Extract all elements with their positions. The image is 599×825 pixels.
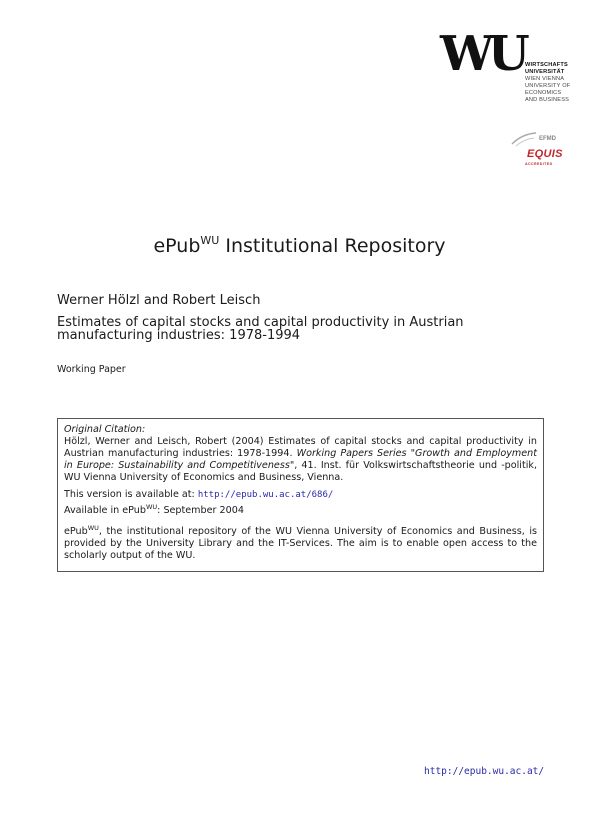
- wu-name-line: UNIVERSITY OF: [525, 83, 571, 89]
- repository-name-suffix: Institutional Repository: [219, 235, 446, 257]
- citation-text-part2: , 41. Inst. für Volkswirtschaftstheorie und -politik, WU Vienna University of Economics and Business, Vienna.: [64, 460, 537, 483]
- citation-heading: Original Citation:: [64, 424, 146, 435]
- wu-logo-letters: WU: [440, 26, 524, 82]
- paper-type: Working Paper: [57, 364, 126, 375]
- equis-label: EQUIS: [527, 148, 563, 160]
- available-url-link[interactable]: http://epub.wu.ac.at/686/: [197, 490, 334, 500]
- repository-name-prefix: ePub: [153, 235, 201, 257]
- citation-text: [64, 436, 537, 484]
- citation-text-part1: Hölzl, Werner and Leisch, Robert (2004) Estimates of capital stocks and capital productivity in Austrian manufacturing industries: 1978-1994.: [64, 436, 537, 459]
- equis-logo: [508, 130, 570, 172]
- available-in-suffix: : September 2004: [157, 505, 244, 516]
- repository-title: [0, 234, 599, 257]
- citation-box: [57, 418, 544, 572]
- accredited-label: ACCREDITED: [525, 162, 553, 166]
- about-sup: WU: [87, 524, 99, 532]
- wu-logo: [440, 26, 575, 105]
- about-suffix: , the institutional repository of the WU Vienna University of Economics and Business, is provided by the University Library and the IT-Services. The aim is to enable open access to the scholarly output of the WU.: [64, 526, 537, 561]
- available-in-prefix: Available in ePub: [64, 505, 146, 516]
- about-prefix: ePub: [64, 526, 88, 537]
- wu-name-line: UNIVERSITÄT: [525, 69, 565, 75]
- wu-name-line: AND BUSINESS: [525, 97, 570, 103]
- footer-url-link[interactable]: http://epub.wu.ac.at/: [424, 766, 545, 777]
- efmd-label: EFMD: [539, 136, 556, 142]
- paper-title: Estimates of capital stocks and capital productivity in Austrian manufacturing industries: 1978-1994: [57, 315, 464, 343]
- wu-name-line: WIEN VIENNA: [525, 76, 565, 82]
- citation-series: Working Papers Series "Growth and Employment in Europe: Sustainability and Competitiveness": [64, 448, 537, 471]
- wu-logo-name: [525, 62, 570, 104]
- available-in-sup: WU: [145, 503, 158, 511]
- wu-name-line: WIRTSCHAFTS: [525, 62, 568, 68]
- repository-about: [64, 522, 537, 562]
- available-label: This version is available at:: [64, 489, 198, 500]
- repository-name-sup: WU: [200, 234, 220, 247]
- paper-authors: Werner Hölzl and Robert Leisch: [57, 293, 261, 308]
- wu-name-line: ECONOMICS: [525, 90, 562, 96]
- citation-availability: [64, 489, 537, 517]
